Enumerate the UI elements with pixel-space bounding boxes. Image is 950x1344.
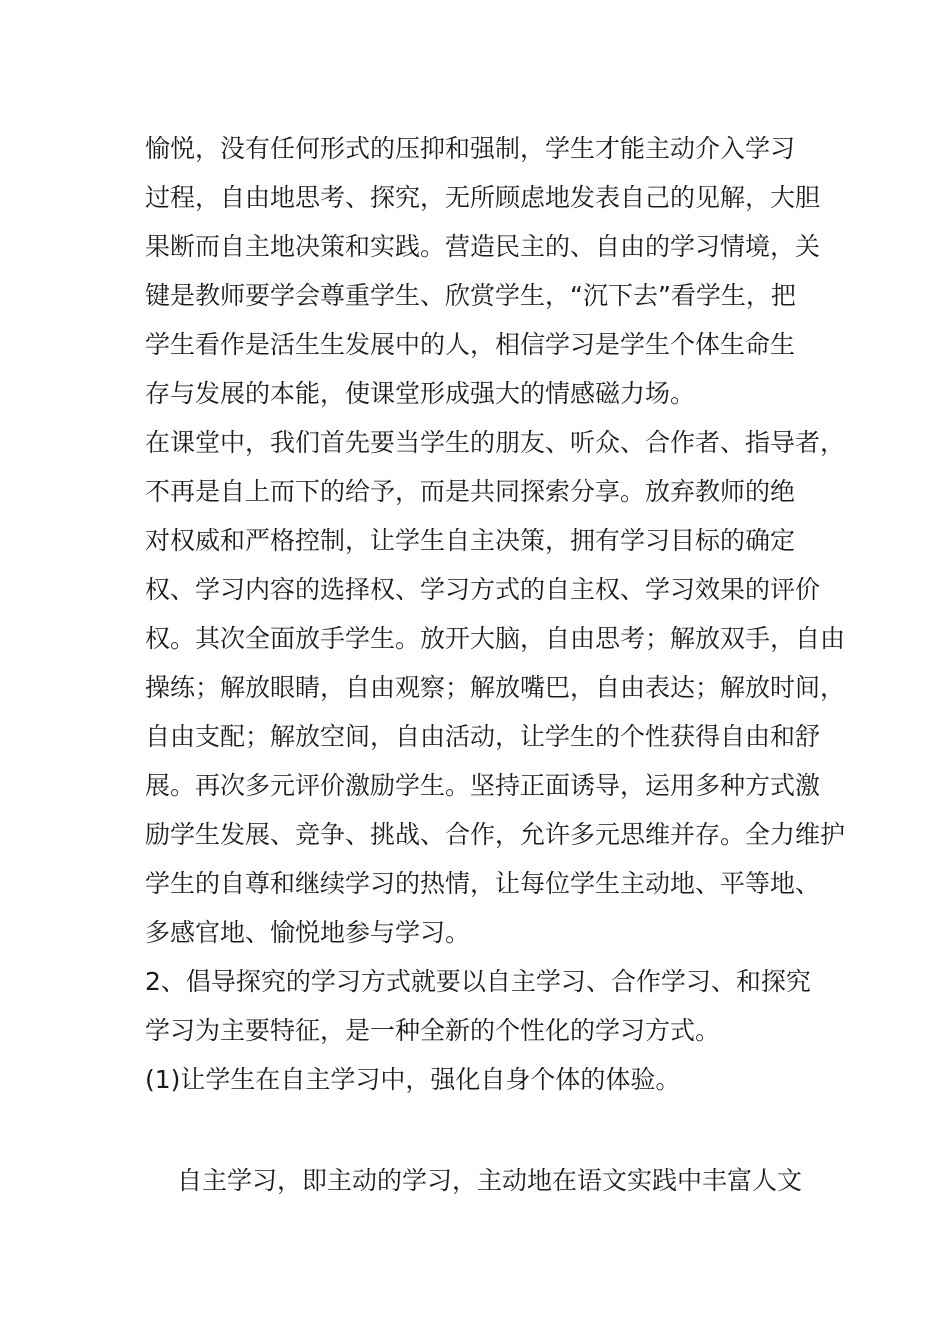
paragraph-line: 果断而自主地决策和实践。营造民主的、自由的学习情境，关 [145,232,821,261]
document-body [145,124,846,1205]
paragraph-line: 学生的自尊和继续学习的热情，让每位学生主动地、平等地、 [145,869,821,898]
indented-paragraph-line: 自主学习，即主动的学习，主动地在语文实践中丰富人文 [177,1166,803,1195]
paragraph-line: 存与发展的本能，使课堂形成强大的情感磁力场。 [145,379,696,408]
paragraph-line: 自由支配；解放空间，自由活动，让学生的个性获得自由和舒 [145,722,821,751]
paragraph-line: 励学生发展、竞争、挑战、合作，允许多元思维并存。全力维护 [145,820,846,849]
paragraph-line: 愉悦，没有任何形式的压抑和强制，学生才能主动介入学习 [145,134,796,163]
paragraph-line: 权、学习内容的选择权、学习方式的自主权、学习效果的评价 [145,575,821,604]
paragraph-line: 键是教师要学会尊重学生、欣赏学生，“沉下去”看学生，把 [145,281,796,310]
paragraph-line: 在课堂中，我们首先要当学生的朋友、听众、合作者、指导者， [145,428,846,457]
paragraph-line: 权。其次全面放手学生。放开大脑，自由思考；解放双手，自由 [145,624,846,653]
paragraph-line: 多感官地、愉悦地参与学习。 [145,918,471,947]
paragraph-line: 不再是自上而下的给予，而是共同探索分享。放弃教师的绝 [145,477,796,506]
paragraph-line: 操练；解放眼睛，自由观察；解放嘴巴，自由表达；解放时间， [145,673,846,702]
numbered-heading-line: 2、倡导探究的学习方式就要以自主学习、合作学习、和探究 [145,967,811,996]
numbered-heading-line: 学习为主要特征，是一种全新的个性化的学习方式。 [145,1016,721,1045]
subheading-line: (1)让学生在自主学习中，强化自身个体的体验。 [145,1065,681,1094]
paragraph-line: 过程，自由地思考、探究，无所顾虑地发表自己的见解，大胆 [145,183,821,212]
paragraph-line: 学生看作是活生生发展中的人，相信学习是学生个体生命生 [145,330,796,359]
paragraph-line: 对权威和严格控制，让学生自主决策，拥有学习目标的确定 [145,526,796,555]
paragraph-line: 展。再次多元评价激励学生。坚持正面诱导，运用多种方式激 [145,771,821,800]
